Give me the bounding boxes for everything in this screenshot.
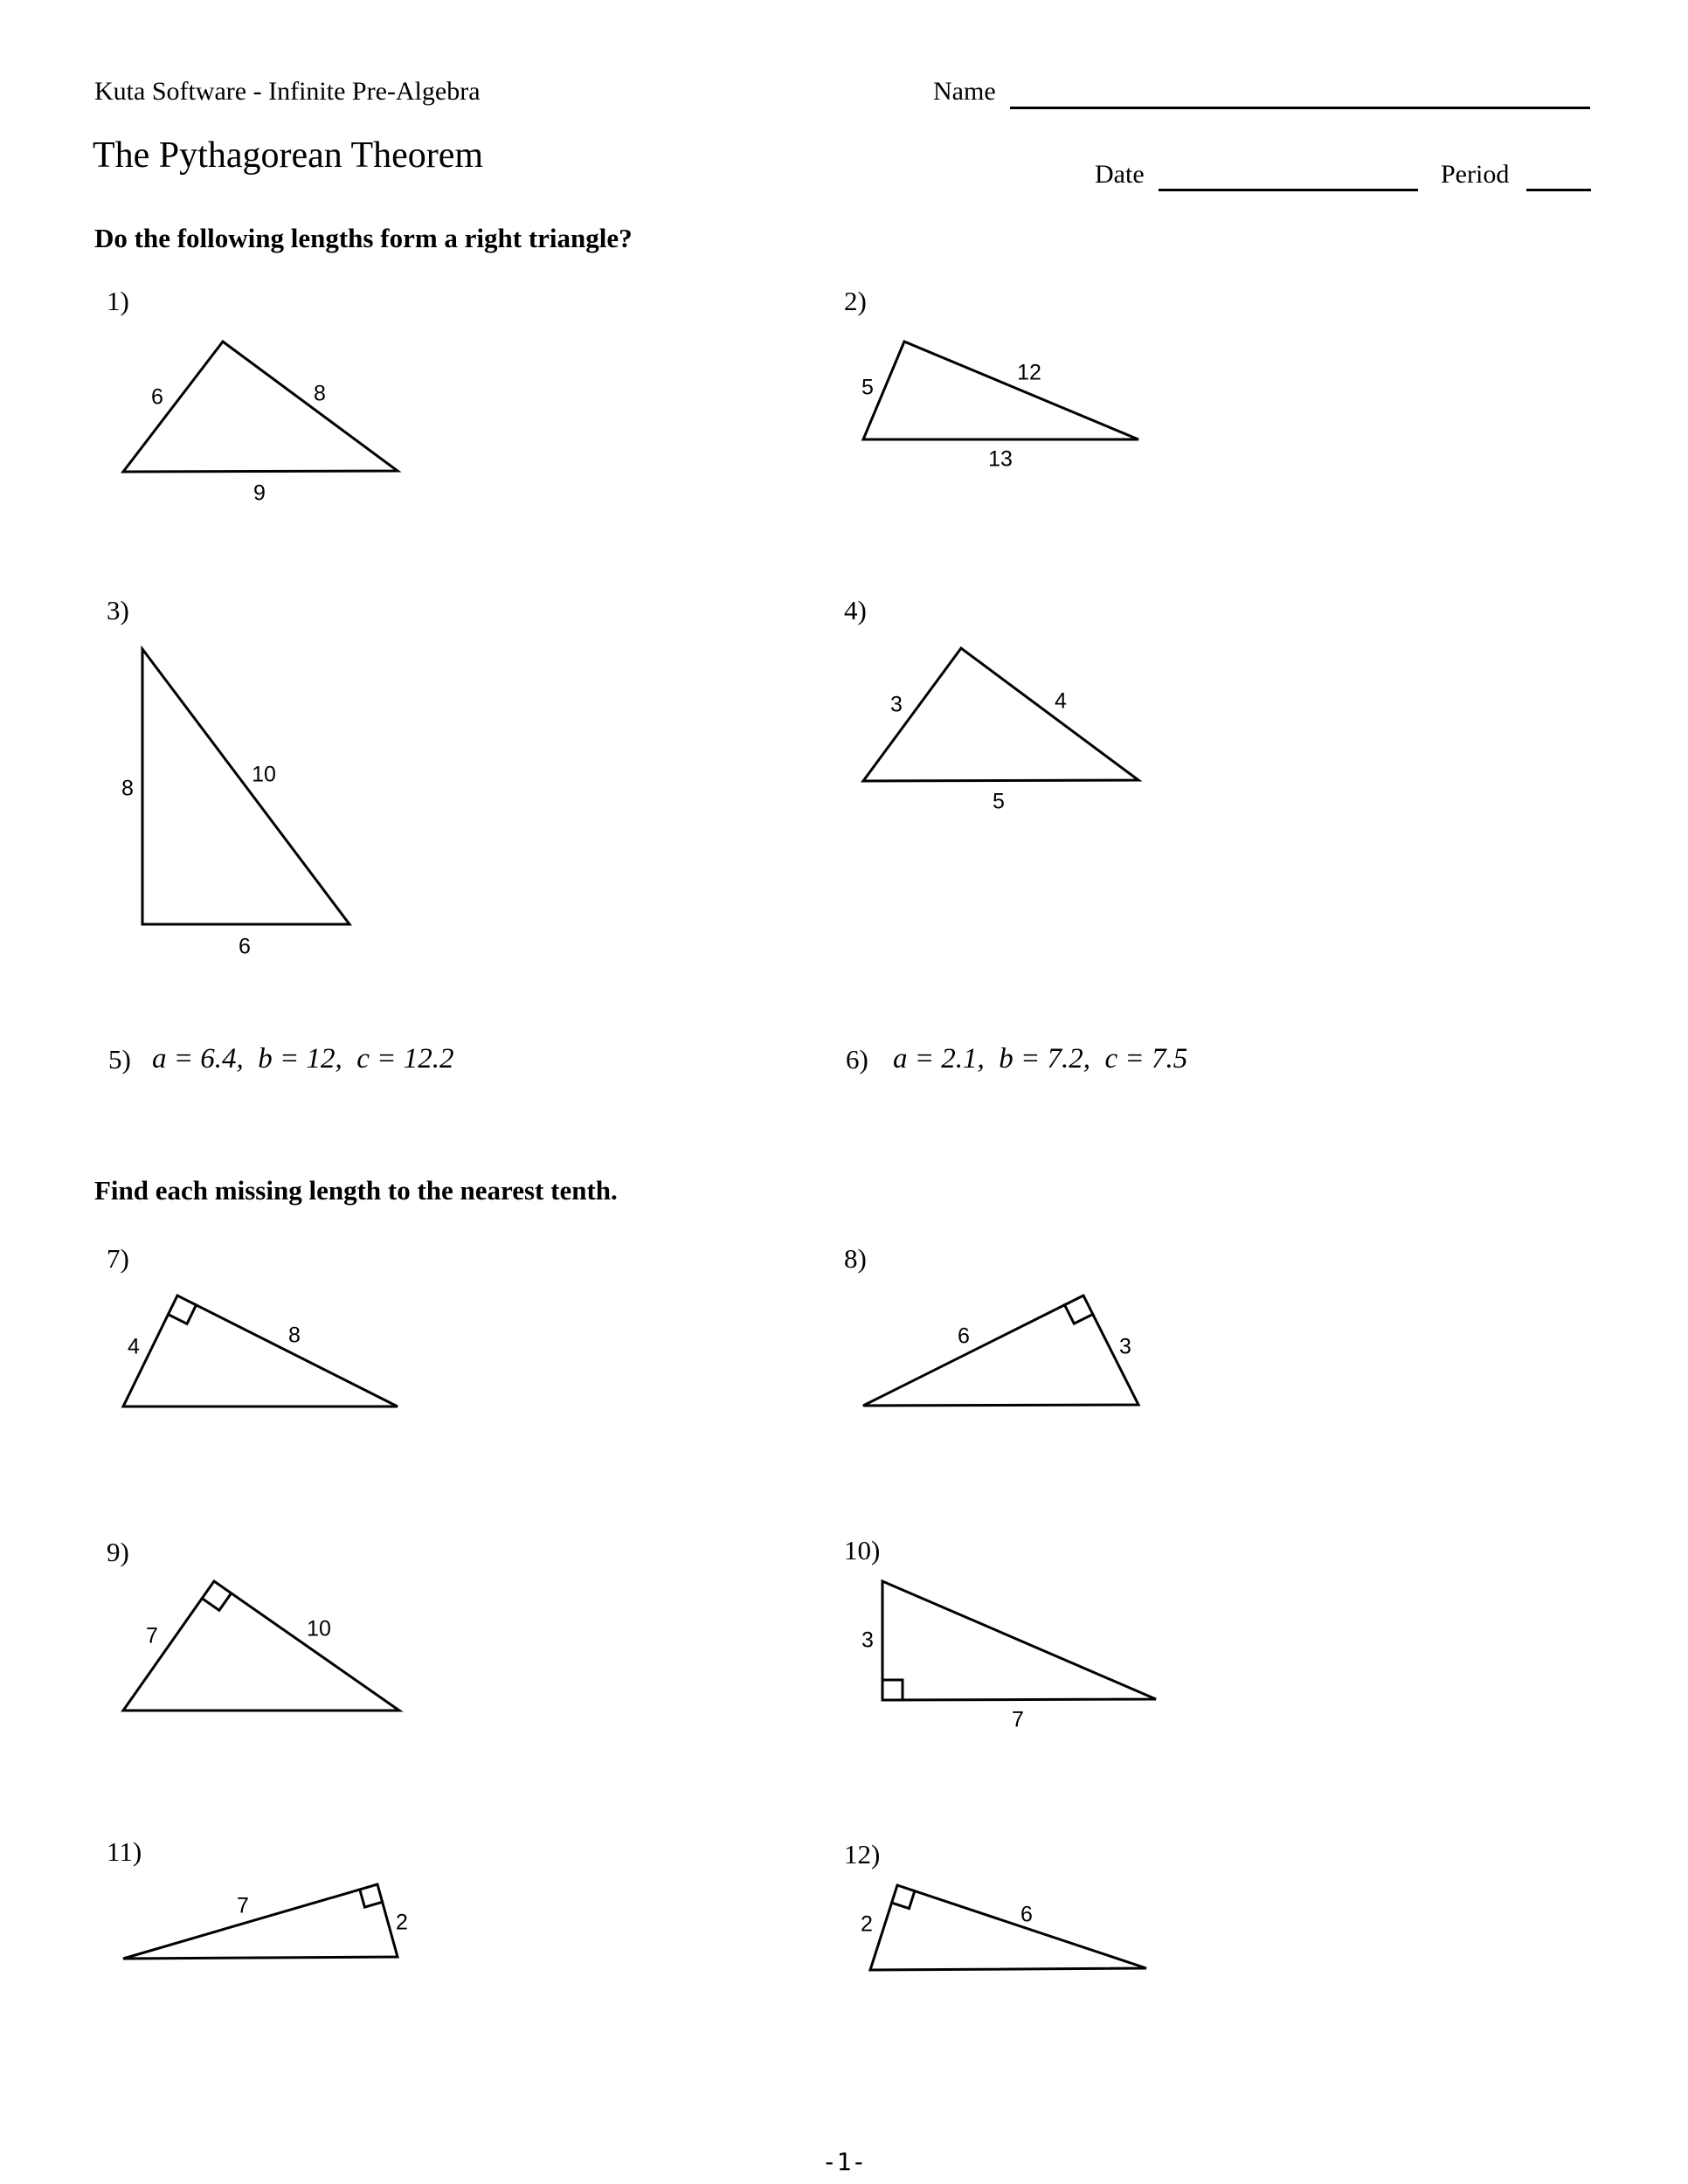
- page-title: The Pythagorean Theorem: [93, 135, 484, 176]
- problem-11-number: 11): [107, 1836, 142, 1867]
- date-blank-line: [1159, 164, 1418, 191]
- triangle-3: [131, 638, 358, 935]
- triangle-2-outline: [863, 342, 1138, 439]
- triangle-9-side-label-hypotenuse: 10: [307, 1616, 331, 1641]
- triangle-9-outline: [123, 1581, 399, 1711]
- triangle-4-side-label-left: 3: [890, 692, 903, 717]
- section-2-instruction: Find each missing length to the nearest tenth.: [94, 1175, 618, 1206]
- triangle-3-side-label-bottom: 6: [239, 934, 251, 959]
- triangle-2-side-label-left: 5: [861, 375, 874, 400]
- date-label: Date: [1095, 160, 1145, 189]
- triangle-1-side-label-left: 6: [151, 384, 163, 410]
- triangle-10-outline: [882, 1581, 1156, 1700]
- triangle-8: [852, 1284, 1149, 1415]
- triangle-4-side-label-bottom: 5: [993, 789, 1005, 814]
- triangle-7-side-label-hypotenuse: 8: [288, 1323, 301, 1348]
- triangle-12-side-label-hypotenuse: 6: [1020, 1902, 1033, 1927]
- triangle-11-side-label-hypotenuse: 7: [237, 1893, 249, 1918]
- triangle-9-right-angle-marker: [202, 1593, 232, 1611]
- problem-12-number: 12): [844, 1839, 881, 1870]
- problem-5-number: 5): [108, 1044, 131, 1075]
- triangle-10-side-label-left: 3: [861, 1628, 874, 1653]
- triangle-3-side-label-hypotenuse: 10: [252, 762, 276, 787]
- triangle-8-side-label-top: 6: [958, 1324, 970, 1349]
- triangle-3-outline: [142, 649, 349, 924]
- triangle-12-side-label-left: 2: [861, 1911, 873, 1937]
- triangle-7: [112, 1284, 409, 1415]
- problem-3-number: 3): [107, 595, 129, 625]
- period-blank-line: [1526, 164, 1591, 191]
- triangle-1-side-label-right: 8: [314, 381, 326, 406]
- section-1-instruction: Do the following lengths form a right triangle?: [94, 223, 633, 253]
- problem-8-number: 8): [844, 1243, 867, 1274]
- triangle-11-side-label-right: 2: [396, 1910, 408, 1935]
- problem-6-number: 6): [846, 1044, 868, 1075]
- triangle-10-side-label-bottom: 7: [1012, 1707, 1024, 1732]
- triangle-3-side-label-left: 8: [121, 776, 134, 801]
- triangle-9-side-label-left: 7: [146, 1623, 158, 1648]
- triangle-2: [852, 330, 1149, 453]
- triangle-11-outline: [123, 1884, 398, 1959]
- triangle-12: [852, 1870, 1153, 1979]
- problem-5-equation: a = 6.4, b = 12, c = 12.2: [152, 1043, 454, 1075]
- triangle-8-outline: [863, 1296, 1138, 1406]
- problem-10-number: 10): [844, 1535, 881, 1565]
- triangle-4-outline: [863, 648, 1138, 781]
- problem-1-number: 1): [107, 286, 129, 316]
- triangle-8-side-label-right: 3: [1119, 1334, 1131, 1359]
- footer-page-number: -1-: [821, 2147, 867, 2176]
- triangle-1-outline: [123, 342, 398, 472]
- problem-4-number: 4): [844, 595, 867, 625]
- problem-9-number: 9): [107, 1537, 129, 1567]
- problem-7-number: 7): [107, 1243, 129, 1274]
- name-blank-line: [1010, 82, 1590, 109]
- period-label: Period: [1441, 160, 1510, 189]
- problem-2-number: 2): [844, 286, 867, 316]
- triangle-7-side-label-left: 4: [128, 1334, 140, 1359]
- triangle-11: [112, 1870, 413, 1970]
- triangle-4-side-label-right: 4: [1055, 688, 1067, 714]
- triangle-2-side-label-hypotenuse: 12: [1017, 360, 1041, 385]
- triangle-7-outline: [123, 1296, 398, 1406]
- problem-6-equation: a = 2.1, b = 7.2, c = 7.5: [893, 1043, 1188, 1075]
- triangle-2-side-label-bottom: 13: [988, 446, 1013, 472]
- name-label: Name: [933, 77, 996, 106]
- triangle-10: [869, 1568, 1166, 1708]
- triangle-1-side-label-bottom: 9: [253, 480, 266, 506]
- brand-text: Kuta Software - Infinite Pre-Algebra: [94, 77, 481, 106]
- triangle-10-right-angle-marker: [882, 1680, 903, 1700]
